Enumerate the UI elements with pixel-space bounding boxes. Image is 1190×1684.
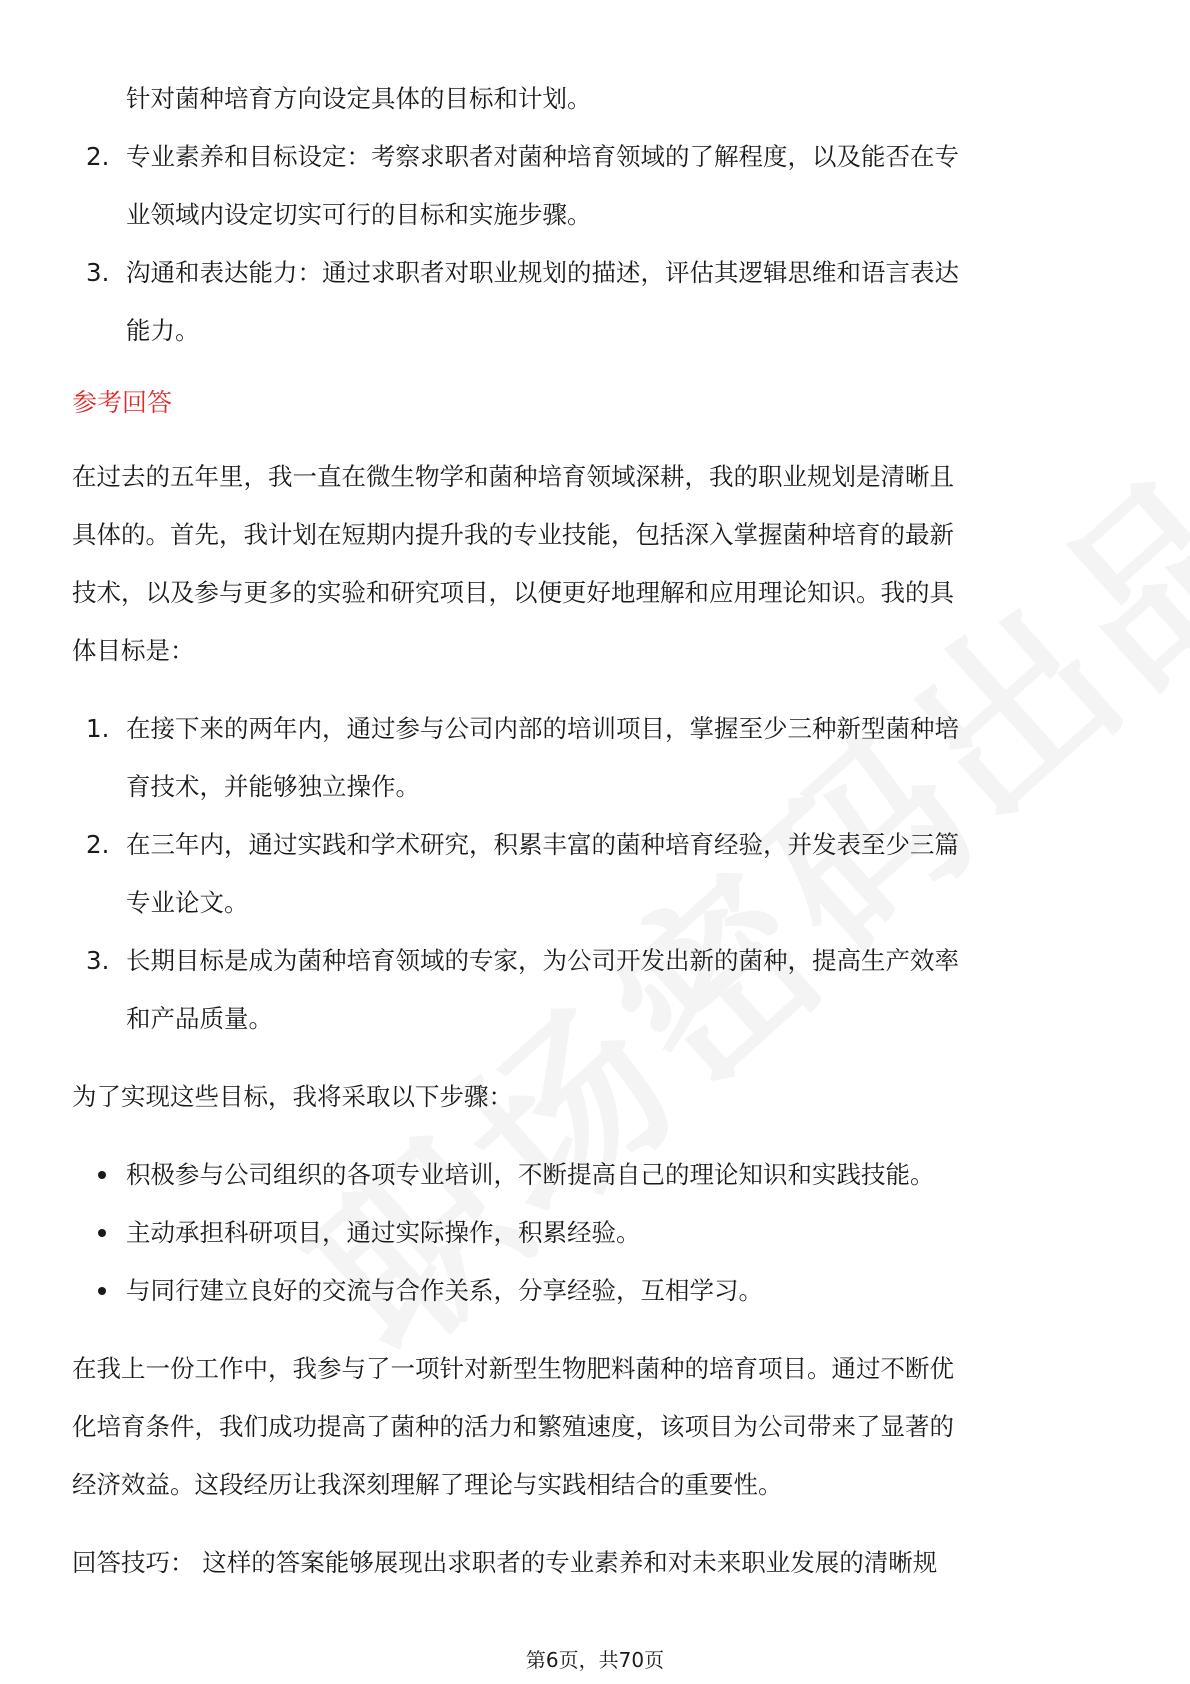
step-text: 积极参与公司组织的各项专业培训，不断提高自己的理论知识和实践技能。 <box>126 1160 935 1189</box>
step-item <box>72 1146 1122 1204</box>
page-content <box>72 70 1122 1592</box>
bullet-icon <box>98 1171 106 1179</box>
criteria-item-1-continuation: 针对菌种培育方向设定具体的目标和计划。 <box>126 84 592 113</box>
paragraph-line: 在过去的五年里，我一直在微生物学和菌种培育领域深耕，我的职业规划是清晰且 <box>72 462 954 491</box>
list-number: 3. <box>86 258 110 287</box>
list-text-line: 和产品质量。 <box>126 1004 273 1033</box>
experience-paragraph <box>72 1340 1122 1514</box>
steps-list <box>72 1146 1122 1320</box>
paragraph-line: 体目标是： <box>72 636 195 665</box>
list-text-line: 沟通和表达能力：通过求职者对职业规划的描述，评估其逻辑思维和语言表达 <box>126 258 959 287</box>
goals-list <box>72 700 1122 1048</box>
list-number: 2. <box>86 830 110 859</box>
list-text-line: 在三年内，通过实践和学术研究，积累丰富的菌种培育经验，并发表至少三篇 <box>126 830 959 859</box>
answer-paragraph <box>72 448 1122 680</box>
list-number: 2. <box>86 142 110 171</box>
step-text: 与同行建立良好的交流与合作关系，分享经验，互相学习。 <box>126 1276 763 1305</box>
goal-item <box>72 816 1122 932</box>
step-item <box>72 1204 1122 1262</box>
bullet-icon <box>98 1287 106 1295</box>
list-text-line: 长期目标是成为菌种培育领域的专家，为公司开发出新的菌种，提高生产效率 <box>126 946 959 975</box>
goal-item <box>72 700 1122 816</box>
list-text-line: 专业论文。 <box>126 888 249 917</box>
page-number: 第6页，共70页 <box>525 1648 665 1672</box>
list-text-line: 业领域内设定切实可行的目标和实施步骤。 <box>126 200 592 229</box>
paragraph-line: 经济效益。这段经历让我深刻理解了理论与实践相结合的重要性。 <box>72 1470 783 1499</box>
section-heading: 参考回答 <box>72 388 173 417</box>
list-text-line: 专业素养和目标设定：考察求职者对菌种培育领域的了解程度，以及能否在专 <box>126 142 959 171</box>
list-text-line: 能力。 <box>126 316 200 345</box>
list-number: 3. <box>86 946 110 975</box>
paragraph-line: 具体的。首先，我计划在短期内提升我的专业技能，包括深入掌握菌种培育的最新 <box>72 520 954 549</box>
step-item <box>72 1262 1122 1320</box>
list-number: 1. <box>86 714 110 743</box>
list-text-line: 在接下来的两年内，通过参与公司内部的培训项目，掌握至少三种新型菌种培 <box>126 714 959 743</box>
tips-line: 回答技巧： 这样的答案能够展现出求职者的专业素养和对未来职业发展的清晰规 <box>72 1548 938 1577</box>
bullet-icon <box>98 1229 106 1237</box>
criteria-item <box>72 244 1122 360</box>
criteria-item <box>72 128 1122 244</box>
step-text: 主动承担科研项目，通过实际操作，积累经验。 <box>126 1218 641 1247</box>
paragraph-line: 化培育条件，我们成功提高了菌种的活力和繁殖速度，该项目为公司带来了显著的 <box>72 1412 954 1441</box>
paragraph-line: 在我上一份工作中，我参与了一项针对新型生物肥料菌种的培育项目。通过不断优 <box>72 1354 954 1383</box>
criteria-list <box>72 128 1122 360</box>
paragraph-line: 技术，以及参与更多的实验和研究项目，以便更好地理解和应用理论知识。我的具 <box>72 578 954 607</box>
goal-item <box>72 932 1122 1048</box>
list-text-line: 育技术，并能够独立操作。 <box>126 772 420 801</box>
steps-intro: 为了实现这些目标，我将采取以下步骤： <box>72 1082 513 1111</box>
